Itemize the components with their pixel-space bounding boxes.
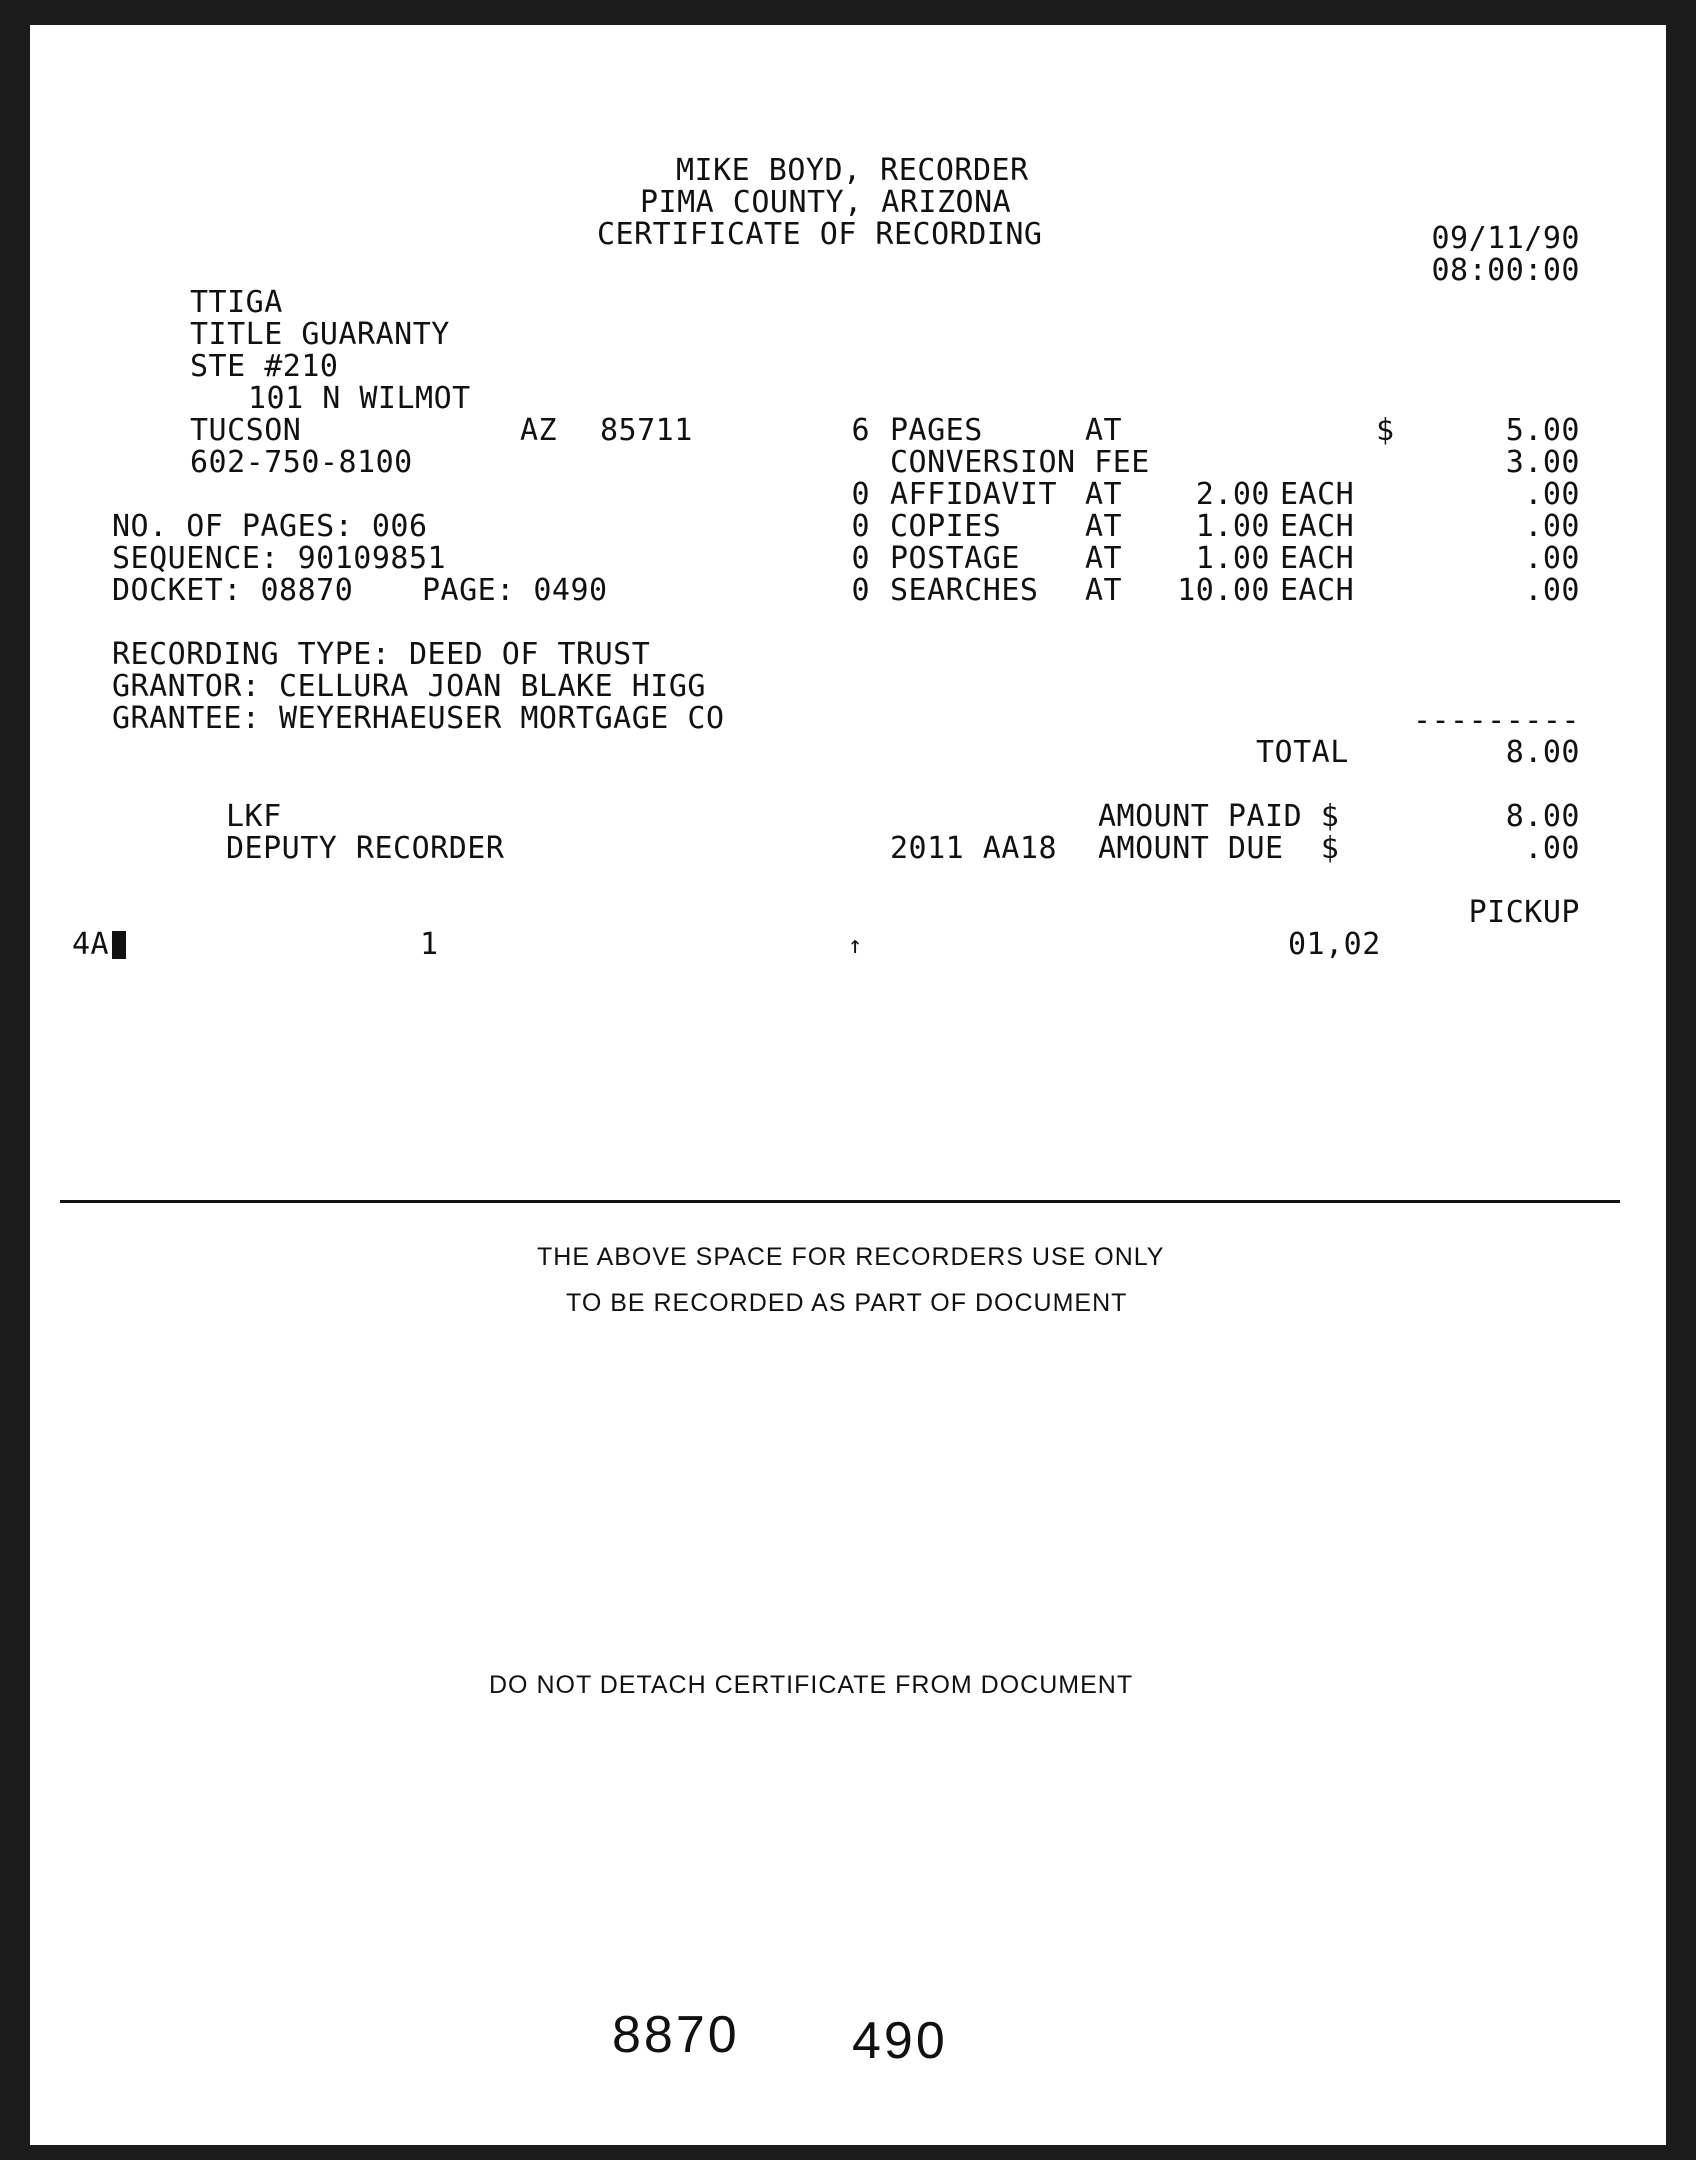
fee-at: AT [1085, 413, 1123, 448]
total-amount: 8.00 [1505, 735, 1580, 770]
fee-at: AT [1085, 573, 1123, 608]
recording-date: 09/11/90 [1431, 221, 1580, 256]
fee-qty: 0 [851, 541, 870, 576]
addressee-company: TITLE GUARANTY [190, 317, 450, 352]
addressee-state: AZ [520, 413, 558, 448]
handwritten-docket: 8870 [612, 2006, 740, 2064]
do-not-detach-notice: DO NOT DETACH CERTIFICATE FROM DOCUMENT [489, 1671, 1134, 1699]
grantor: GRANTOR: CELLURA JOAN BLAKE HIGG [112, 669, 706, 704]
certificate-title: CERTIFICATE OF RECORDING [597, 217, 1043, 252]
fee-item: POSTAGE [890, 541, 1020, 576]
record-part-notice: TO BE RECORDED AS PART OF DOCUMENT [566, 1289, 1128, 1317]
addressee-city: TUCSON [190, 413, 302, 448]
fee-qty: 0 [851, 573, 870, 608]
sequence-number: SEQUENCE: 90109851 [112, 541, 447, 576]
fee-rate: 1.00 [1195, 541, 1270, 576]
redaction-block [112, 931, 126, 959]
fee-qty: 0 [851, 509, 870, 544]
fee-rate: 10.00 [1177, 573, 1270, 608]
fee-amount: .00 [1524, 509, 1580, 544]
fee-at: AT [1085, 509, 1123, 544]
handwritten-page: 490 [852, 2012, 948, 2070]
fee-each: EACH [1280, 541, 1355, 576]
grantee: GRANTEE: WEYERHAEUSER MORTGAGE CO [112, 701, 725, 736]
copy-count: 1 [420, 927, 439, 962]
total-label: TOTAL [1256, 735, 1349, 770]
fee-currency: $ [1376, 413, 1395, 448]
recorder-name: MIKE BOYD, RECORDER [676, 153, 1029, 188]
certificate-page [30, 25, 1666, 2145]
register-code: 2011 AA18 [890, 831, 1058, 866]
docket-number: DOCKET: 08870 [112, 573, 354, 608]
arrow-mark-icon: ↑ [848, 931, 863, 959]
fee-amount: .00 [1524, 477, 1580, 512]
fee-amount: .00 [1524, 541, 1580, 576]
addressee-name: TTIGA [190, 285, 283, 320]
amount-due: .00 [1524, 831, 1580, 866]
fee-amount: 5.00 [1505, 413, 1580, 448]
deputy-initials: LKF [226, 799, 282, 834]
fee-item: AFFIDAVIT [890, 477, 1058, 512]
fee-item: CONVERSION FEE [890, 445, 1150, 480]
addressee-zip: 85711 [600, 413, 693, 448]
addressee-street: 101 N WILMOT [248, 381, 471, 416]
amount-paid: 8.00 [1505, 799, 1580, 834]
recording-time: 08:00:00 [1431, 253, 1580, 288]
number-of-pages: NO. OF PAGES: 006 [112, 509, 428, 544]
station-code: 01,02 [1288, 927, 1381, 962]
recorder-space-divider [60, 1200, 1620, 1203]
amount-paid-label: AMOUNT PAID $ [1098, 799, 1340, 834]
fee-item: PAGES [890, 413, 983, 448]
fee-item: SEARCHES [890, 573, 1039, 608]
fee-amount: .00 [1524, 573, 1580, 608]
fee-at: AT [1085, 477, 1123, 512]
fee-item: COPIES [890, 509, 1002, 544]
pickup-label: PICKUP [1468, 895, 1580, 930]
fee-each: EACH [1280, 477, 1355, 512]
county-state: PIMA COUNTY, ARIZONA [640, 185, 1012, 220]
fee-each: EACH [1280, 509, 1355, 544]
fee-each: EACH [1280, 573, 1355, 608]
fee-amount: 3.00 [1505, 445, 1580, 480]
total-separator: --------- [1412, 703, 1580, 738]
fee-at: AT [1085, 541, 1123, 576]
deputy-title: DEPUTY RECORDER [226, 831, 505, 866]
recorder-use-notice: THE ABOVE SPACE FOR RECORDERS USE ONLY [537, 1243, 1165, 1271]
fee-rate: 2.00 [1195, 477, 1270, 512]
batch-code: 4A [72, 927, 110, 962]
fee-qty: 6 [851, 413, 870, 448]
recording-type: RECORDING TYPE: DEED OF TRUST [112, 637, 651, 672]
addressee-suite: STE #210 [190, 349, 339, 384]
fee-qty: 0 [851, 477, 870, 512]
amount-due-label: AMOUNT DUE $ [1098, 831, 1340, 866]
page-number: PAGE: 0490 [422, 573, 608, 608]
addressee-phone: 602-750-8100 [190, 445, 413, 480]
fee-rate: 1.00 [1195, 509, 1270, 544]
